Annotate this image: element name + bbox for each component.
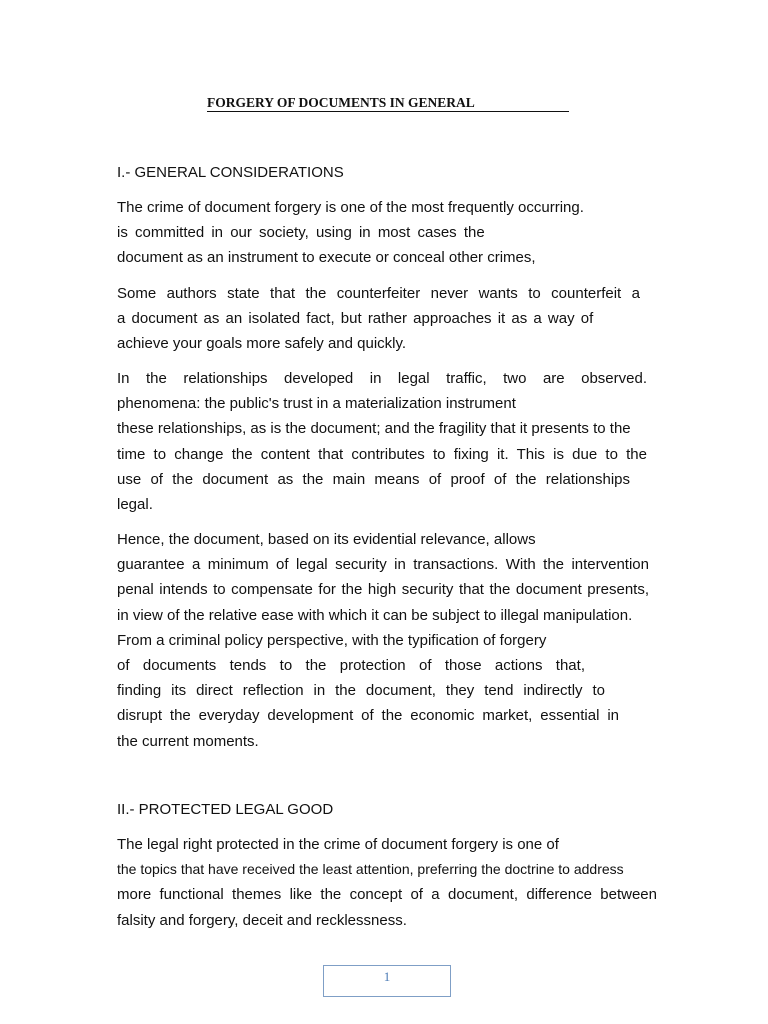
section-heading-protected-legal-good: II.- PROTECTED LEGAL GOOD bbox=[117, 801, 334, 818]
document-title: FORGERY OF DOCUMENTS IN GENERAL bbox=[207, 95, 569, 112]
page-number: 1 bbox=[383, 969, 391, 984]
paragraph-line: these relationships, as is the document; and the fragility that it presents to the bbox=[117, 420, 631, 438]
paragraph-line: The crime of document forgery is one of the most frequently occurring. bbox=[117, 199, 584, 216]
paragraph-line: achieve your goals more safely and quickly. bbox=[117, 335, 407, 353]
paragraph-line: Hence, the document, based on its evidential relevance, allows bbox=[117, 531, 536, 548]
paragraph bbox=[117, 832, 657, 933]
paragraph bbox=[117, 527, 649, 754]
paragraph-line: a document as an isolated fact, but rather approaches it as a way of bbox=[117, 310, 594, 328]
paragraph bbox=[117, 281, 640, 357]
paragraph-line: the current moments. bbox=[117, 732, 259, 750]
paragraph-line: falsity and forgery, deceit and recklessness. bbox=[117, 911, 407, 929]
page-number-box bbox=[323, 965, 451, 997]
paragraph-line: guarantee a minimum of legal security in transactions. With the intervention bbox=[117, 556, 649, 574]
paragraph-line: phenomena: the public's trust in a materialization instrument bbox=[117, 395, 516, 413]
paragraph-line: time to change the content that contributes to fixing it. This is due to the bbox=[117, 445, 647, 463]
paragraph-line: Some authors state that the counterfeiter never wants to counterfeit a bbox=[117, 285, 640, 302]
paragraph-line: document as an instrument to execute or conceal other crimes, bbox=[117, 249, 536, 267]
paragraph-line: In the relationships developed in legal traffic, two are observed. bbox=[117, 370, 647, 387]
paragraph bbox=[117, 366, 647, 517]
paragraph-line: in view of the relative ease with which it can be subject to illegal manipulation. bbox=[117, 606, 633, 624]
paragraph-line: is committed in our society, using in most cases the bbox=[117, 224, 485, 242]
paragraph-line: The legal right protected in the crime of document forgery is one of bbox=[117, 836, 559, 853]
section-heading-general-considerations: I.- GENERAL CONSIDERATIONS bbox=[117, 164, 344, 181]
paragraph-line: penal intends to compensate for the high security that the document presents, bbox=[117, 581, 649, 599]
paragraph-line: of documents tends to the protection of those actions that, bbox=[117, 656, 585, 674]
paragraph-line: finding its direct reflection in the document, they tend indirectly to bbox=[117, 682, 605, 700]
paragraph-line: disrupt the everyday development of the economic market, essential in bbox=[117, 707, 619, 725]
paragraph-line: use of the document as the main means of proof of the relationships bbox=[117, 470, 630, 488]
paragraph-line: From a criminal policy perspective, with the typification of forgery bbox=[117, 631, 547, 649]
paragraph-line: legal. bbox=[117, 495, 153, 513]
paragraph-line: the topics that have received the least attention, preferring the doctrine to address bbox=[117, 861, 624, 878]
paragraph bbox=[117, 195, 657, 271]
paragraph-line: more functional themes like the concept of a document, difference between bbox=[117, 886, 657, 904]
